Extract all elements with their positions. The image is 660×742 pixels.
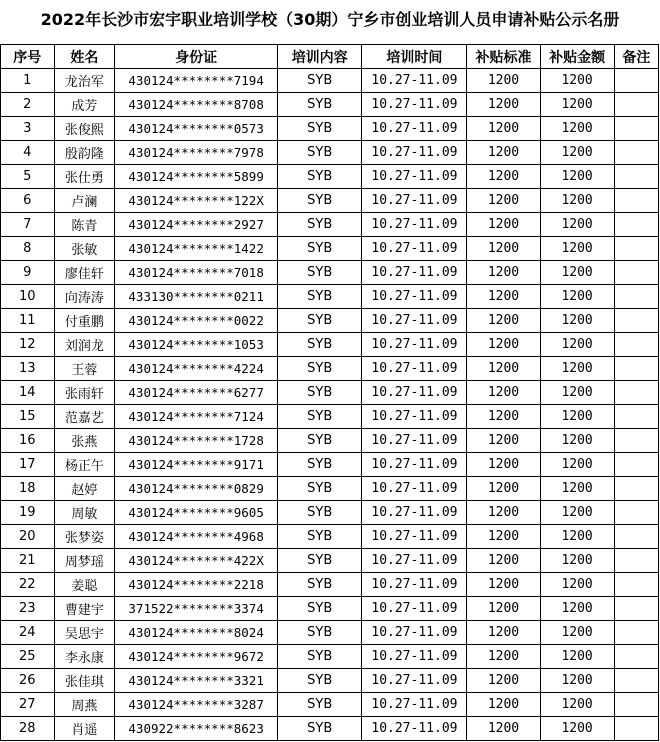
cell-name: 张雨轩 — [54, 381, 115, 405]
cell-training-content: SYB — [277, 309, 361, 333]
cell-index: 12 — [1, 333, 55, 357]
cell-subsidy-amount: 1200 — [540, 117, 614, 141]
cell-training-content: SYB — [277, 261, 361, 285]
cell-subsidy-standard: 1200 — [467, 453, 540, 477]
cell-training-time: 10.27-11.09 — [362, 381, 467, 405]
cell-training-time: 10.27-11.09 — [362, 357, 467, 381]
cell-training-time: 10.27-11.09 — [362, 405, 467, 429]
cell-id-number: 430124********2218 — [115, 573, 278, 597]
cell-name: 张燕 — [54, 429, 115, 453]
cell-index: 17 — [1, 453, 55, 477]
cell-subsidy-amount: 1200 — [540, 93, 614, 117]
cell-id-number: 433130********0211 — [115, 285, 278, 309]
cell-remarks — [614, 189, 658, 213]
cell-remarks — [614, 693, 658, 717]
table-row — [1, 477, 659, 501]
cell-index: 22 — [1, 573, 55, 597]
cell-training-content: SYB — [277, 213, 361, 237]
cell-remarks — [614, 357, 658, 381]
cell-id-number: 430124********7018 — [115, 261, 278, 285]
cell-id-number: 430124********9605 — [115, 501, 278, 525]
table-row — [1, 261, 659, 285]
header-training-content: 培训内容 — [277, 45, 361, 69]
cell-index: 3 — [1, 117, 55, 141]
cell-index: 21 — [1, 549, 55, 573]
cell-name: 张敏 — [54, 237, 115, 261]
cell-subsidy-amount: 1200 — [540, 693, 614, 717]
cell-training-content: SYB — [277, 405, 361, 429]
cell-training-content: SYB — [277, 381, 361, 405]
cell-subsidy-amount: 1200 — [540, 621, 614, 645]
cell-subsidy-amount: 1200 — [540, 549, 614, 573]
cell-remarks — [614, 285, 658, 309]
cell-index: 4 — [1, 141, 55, 165]
cell-name: 赵婷 — [54, 477, 115, 501]
cell-id-number: 430124********2927 — [115, 213, 278, 237]
cell-name: 殷韵隆 — [54, 141, 115, 165]
cell-name: 张仕勇 — [54, 165, 115, 189]
cell-training-time: 10.27-11.09 — [362, 189, 467, 213]
cell-id-number: 430124********0829 — [115, 477, 278, 501]
cell-subsidy-amount: 1200 — [540, 333, 614, 357]
cell-index: 28 — [1, 717, 55, 741]
cell-remarks — [614, 525, 658, 549]
cell-id-number: 430124********0022 — [115, 309, 278, 333]
table-row — [1, 597, 659, 621]
cell-subsidy-standard: 1200 — [467, 309, 540, 333]
cell-remarks — [614, 477, 658, 501]
cell-index: 15 — [1, 405, 55, 429]
header-id-number: 身份证 — [115, 45, 278, 69]
cell-index: 16 — [1, 429, 55, 453]
cell-subsidy-amount: 1200 — [540, 189, 614, 213]
cell-subsidy-standard: 1200 — [467, 117, 540, 141]
cell-subsidy-amount: 1200 — [540, 429, 614, 453]
cell-training-time: 10.27-11.09 — [362, 261, 467, 285]
cell-id-number: 430124********5899 — [115, 165, 278, 189]
cell-subsidy-amount: 1200 — [540, 165, 614, 189]
cell-training-content: SYB — [277, 525, 361, 549]
cell-training-content: SYB — [277, 621, 361, 645]
cell-id-number: 430124********3287 — [115, 693, 278, 717]
table-row — [1, 189, 659, 213]
cell-name: 范嘉艺 — [54, 405, 115, 429]
cell-subsidy-amount: 1200 — [540, 141, 614, 165]
cell-remarks — [614, 645, 658, 669]
cell-training-time: 10.27-11.09 — [362, 69, 467, 93]
cell-subsidy-amount: 1200 — [540, 453, 614, 477]
cell-name: 陈青 — [54, 213, 115, 237]
cell-index: 6 — [1, 189, 55, 213]
cell-id-number: 430124********8024 — [115, 621, 278, 645]
cell-subsidy-standard: 1200 — [467, 693, 540, 717]
cell-id-number: 430124********7124 — [115, 405, 278, 429]
cell-training-content: SYB — [277, 285, 361, 309]
cell-subsidy-standard: 1200 — [467, 237, 540, 261]
cell-subsidy-standard: 1200 — [467, 525, 540, 549]
table-row — [1, 117, 659, 141]
cell-subsidy-amount: 1200 — [540, 261, 614, 285]
cell-subsidy-amount: 1200 — [540, 573, 614, 597]
cell-subsidy-amount: 1200 — [540, 381, 614, 405]
cell-training-content: SYB — [277, 501, 361, 525]
cell-training-time: 10.27-11.09 — [362, 213, 467, 237]
cell-training-time: 10.27-11.09 — [362, 549, 467, 573]
cell-remarks — [614, 117, 658, 141]
cell-subsidy-standard: 1200 — [467, 549, 540, 573]
cell-subsidy-standard: 1200 — [467, 621, 540, 645]
cell-index: 25 — [1, 645, 55, 669]
cell-remarks — [614, 333, 658, 357]
cell-index: 13 — [1, 357, 55, 381]
cell-training-content: SYB — [277, 117, 361, 141]
cell-id-number: 430124********1728 — [115, 429, 278, 453]
cell-id-number: 430124********0573 — [115, 117, 278, 141]
cell-id-number: 430124********422X — [115, 549, 278, 573]
cell-name: 姜聪 — [54, 573, 115, 597]
cell-training-content: SYB — [277, 141, 361, 165]
cell-id-number: 430124********4968 — [115, 525, 278, 549]
cell-name: 卢澜 — [54, 189, 115, 213]
cell-index: 18 — [1, 477, 55, 501]
cell-training-content: SYB — [277, 645, 361, 669]
cell-training-time: 10.27-11.09 — [362, 669, 467, 693]
cell-index: 20 — [1, 525, 55, 549]
cell-index: 14 — [1, 381, 55, 405]
table-row — [1, 549, 659, 573]
header-index: 序号 — [1, 45, 55, 69]
cell-training-content: SYB — [277, 549, 361, 573]
cell-id-number: 430124********4224 — [115, 357, 278, 381]
cell-index: 9 — [1, 261, 55, 285]
cell-remarks — [614, 69, 658, 93]
table-row — [1, 717, 659, 741]
cell-training-content: SYB — [277, 69, 361, 93]
cell-id-number: 371522********3374 — [115, 597, 278, 621]
table-row — [1, 645, 659, 669]
table-row — [1, 429, 659, 453]
cell-remarks — [614, 381, 658, 405]
cell-remarks — [614, 237, 658, 261]
cell-name: 付重鹏 — [54, 309, 115, 333]
cell-training-time: 10.27-11.09 — [362, 309, 467, 333]
cell-subsidy-standard: 1200 — [467, 477, 540, 501]
cell-subsidy-amount: 1200 — [540, 237, 614, 261]
table-row — [1, 405, 659, 429]
cell-subsidy-standard: 1200 — [467, 501, 540, 525]
cell-subsidy-amount: 1200 — [540, 309, 614, 333]
cell-index: 2 — [1, 93, 55, 117]
cell-training-time: 10.27-11.09 — [362, 525, 467, 549]
cell-training-content: SYB — [277, 357, 361, 381]
document-title: 2022年长沙市宏宇职业培训学校（30期）宁乡市创业培训人员申请补贴公示名册 — [40, 10, 620, 29]
cell-name: 张梦姿 — [54, 525, 115, 549]
cell-remarks — [614, 573, 658, 597]
table-row — [1, 573, 659, 597]
cell-training-content: SYB — [277, 453, 361, 477]
cell-index: 23 — [1, 597, 55, 621]
cell-subsidy-amount: 1200 — [540, 597, 614, 621]
cell-training-time: 10.27-11.09 — [362, 645, 467, 669]
cell-training-time: 10.27-11.09 — [362, 93, 467, 117]
cell-training-content: SYB — [277, 237, 361, 261]
cell-remarks — [614, 597, 658, 621]
table-row — [1, 669, 659, 693]
header-row — [1, 45, 659, 69]
cell-subsidy-amount: 1200 — [540, 69, 614, 93]
cell-subsidy-standard: 1200 — [467, 213, 540, 237]
cell-subsidy-amount: 1200 — [540, 645, 614, 669]
cell-training-time: 10.27-11.09 — [362, 237, 467, 261]
cell-subsidy-amount: 1200 — [540, 405, 614, 429]
cell-subsidy-amount: 1200 — [540, 213, 614, 237]
cell-id-number: 430124********1422 — [115, 237, 278, 261]
cell-training-time: 10.27-11.09 — [362, 477, 467, 501]
cell-id-number: 430124********7194 — [115, 69, 278, 93]
cell-subsidy-standard: 1200 — [467, 261, 540, 285]
cell-training-time: 10.27-11.09 — [362, 621, 467, 645]
cell-subsidy-standard: 1200 — [467, 357, 540, 381]
cell-name: 周燕 — [54, 693, 115, 717]
cell-id-number: 430124********122X — [115, 189, 278, 213]
cell-subsidy-standard: 1200 — [467, 645, 540, 669]
cell-training-time: 10.27-11.09 — [362, 693, 467, 717]
cell-remarks — [614, 213, 658, 237]
cell-remarks — [614, 429, 658, 453]
cell-training-content: SYB — [277, 333, 361, 357]
cell-index: 24 — [1, 621, 55, 645]
cell-name: 张俊熙 — [54, 117, 115, 141]
table-row — [1, 381, 659, 405]
header-name: 姓名 — [54, 45, 115, 69]
cell-training-content: SYB — [277, 165, 361, 189]
cell-id-number: 430124********9672 — [115, 645, 278, 669]
cell-training-time: 10.27-11.09 — [362, 141, 467, 165]
cell-id-number: 430922********8623 — [115, 717, 278, 741]
cell-subsidy-amount: 1200 — [540, 477, 614, 501]
cell-subsidy-amount: 1200 — [540, 285, 614, 309]
cell-subsidy-standard: 1200 — [467, 333, 540, 357]
cell-index: 7 — [1, 213, 55, 237]
cell-training-time: 10.27-11.09 — [362, 453, 467, 477]
header-subsidy-amount: 补贴金额 — [540, 45, 614, 69]
cell-subsidy-standard: 1200 — [467, 381, 540, 405]
table-row — [1, 309, 659, 333]
cell-name: 肖遥 — [54, 717, 115, 741]
cell-name: 周敏 — [54, 501, 115, 525]
cell-subsidy-standard: 1200 — [467, 717, 540, 741]
cell-remarks — [614, 549, 658, 573]
cell-training-time: 10.27-11.09 — [362, 717, 467, 741]
cell-name: 杨正午 — [54, 453, 115, 477]
cell-training-time: 10.27-11.09 — [362, 573, 467, 597]
cell-remarks — [614, 405, 658, 429]
cell-subsidy-standard: 1200 — [467, 165, 540, 189]
cell-remarks — [614, 621, 658, 645]
table-row — [1, 333, 659, 357]
cell-remarks — [614, 93, 658, 117]
table-row — [1, 165, 659, 189]
cell-index: 26 — [1, 669, 55, 693]
cell-id-number: 430124********9171 — [115, 453, 278, 477]
cell-training-time: 10.27-11.09 — [362, 501, 467, 525]
subsidy-table — [0, 44, 659, 741]
cell-subsidy-amount: 1200 — [540, 525, 614, 549]
cell-training-time: 10.27-11.09 — [362, 285, 467, 309]
cell-id-number: 430124********1053 — [115, 333, 278, 357]
cell-subsidy-standard: 1200 — [467, 573, 540, 597]
cell-training-content: SYB — [277, 669, 361, 693]
cell-training-content: SYB — [277, 93, 361, 117]
cell-subsidy-standard: 1200 — [467, 189, 540, 213]
cell-name: 龙治军 — [54, 69, 115, 93]
cell-subsidy-standard: 1200 — [467, 141, 540, 165]
cell-remarks — [614, 261, 658, 285]
cell-name: 王蓉 — [54, 357, 115, 381]
cell-name: 向涛涛 — [54, 285, 115, 309]
cell-index: 10 — [1, 285, 55, 309]
cell-id-number: 430124********6277 — [115, 381, 278, 405]
table-row — [1, 357, 659, 381]
cell-training-content: SYB — [277, 189, 361, 213]
table-row — [1, 693, 659, 717]
cell-name: 周梦瑶 — [54, 549, 115, 573]
cell-subsidy-standard: 1200 — [467, 93, 540, 117]
cell-training-time: 10.27-11.09 — [362, 165, 467, 189]
cell-name: 廖佳轩 — [54, 261, 115, 285]
cell-remarks — [614, 453, 658, 477]
cell-subsidy-amount: 1200 — [540, 501, 614, 525]
cell-training-content: SYB — [277, 429, 361, 453]
cell-remarks — [614, 501, 658, 525]
header-training-time: 培训时间 — [362, 45, 467, 69]
cell-remarks — [614, 309, 658, 333]
table-row — [1, 237, 659, 261]
cell-remarks — [614, 141, 658, 165]
cell-name: 吴思宇 — [54, 621, 115, 645]
table-row — [1, 213, 659, 237]
cell-id-number: 430124********8708 — [115, 93, 278, 117]
cell-subsidy-standard: 1200 — [467, 285, 540, 309]
cell-id-number: 430124********3321 — [115, 669, 278, 693]
table-row — [1, 141, 659, 165]
cell-training-content: SYB — [277, 693, 361, 717]
cell-index: 5 — [1, 165, 55, 189]
cell-name: 张佳琪 — [54, 669, 115, 693]
cell-index: 11 — [1, 309, 55, 333]
cell-training-time: 10.27-11.09 — [362, 117, 467, 141]
cell-name: 李永康 — [54, 645, 115, 669]
table-row — [1, 525, 659, 549]
cell-id-number: 430124********7978 — [115, 141, 278, 165]
cell-index: 8 — [1, 237, 55, 261]
table-row — [1, 453, 659, 477]
cell-remarks — [614, 165, 658, 189]
cell-subsidy-standard: 1200 — [467, 405, 540, 429]
cell-subsidy-standard: 1200 — [467, 597, 540, 621]
cell-subsidy-amount: 1200 — [540, 357, 614, 381]
cell-name: 成芳 — [54, 93, 115, 117]
table-row — [1, 621, 659, 645]
table-row — [1, 93, 659, 117]
cell-training-time: 10.27-11.09 — [362, 597, 467, 621]
header-remarks: 备注 — [614, 45, 658, 69]
header-subsidy-standard: 补贴标准 — [467, 45, 540, 69]
cell-index: 27 — [1, 693, 55, 717]
table-body — [1, 69, 659, 741]
cell-name: 曹建宇 — [54, 597, 115, 621]
cell-subsidy-amount: 1200 — [540, 669, 614, 693]
cell-training-content: SYB — [277, 717, 361, 741]
cell-subsidy-standard: 1200 — [467, 669, 540, 693]
cell-index: 19 — [1, 501, 55, 525]
table-row — [1, 69, 659, 93]
cell-subsidy-standard: 1200 — [467, 69, 540, 93]
cell-training-time: 10.27-11.09 — [362, 333, 467, 357]
cell-training-time: 10.27-11.09 — [362, 429, 467, 453]
cell-remarks — [614, 717, 658, 741]
cell-training-content: SYB — [277, 573, 361, 597]
cell-index: 1 — [1, 69, 55, 93]
cell-training-content: SYB — [277, 597, 361, 621]
cell-name: 刘润龙 — [54, 333, 115, 357]
table-row — [1, 501, 659, 525]
cell-training-content: SYB — [277, 477, 361, 501]
table-row — [1, 285, 659, 309]
cell-subsidy-amount: 1200 — [540, 717, 614, 741]
cell-subsidy-standard: 1200 — [467, 429, 540, 453]
cell-remarks — [614, 669, 658, 693]
